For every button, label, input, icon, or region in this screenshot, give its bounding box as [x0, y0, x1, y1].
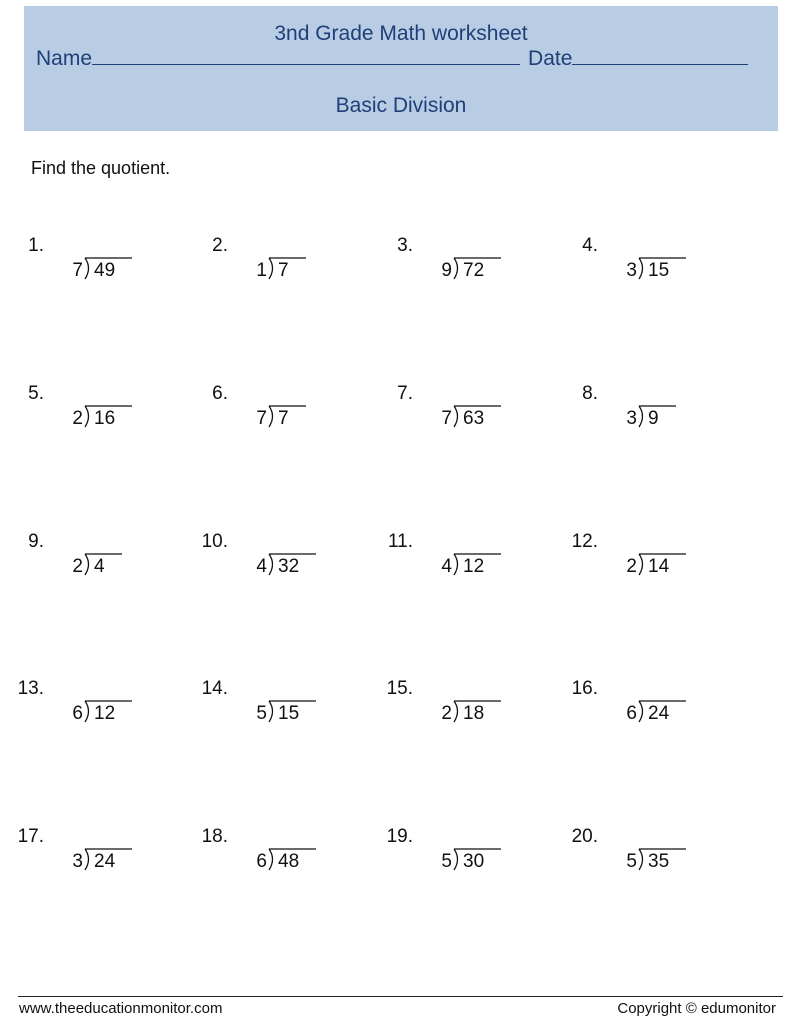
footer-divider — [18, 996, 783, 997]
problem-number: 3. — [397, 235, 413, 256]
instruction-text: Find the quotient. — [31, 158, 171, 178]
problem-number: 4. — [582, 235, 598, 256]
dividend: 7 — [278, 408, 289, 429]
divisor: 3 — [72, 851, 83, 872]
dividend: 72 — [463, 260, 485, 281]
problem-number: 9. — [28, 531, 44, 552]
division-problem — [196, 678, 346, 738]
division-problem — [12, 531, 162, 591]
divisor: 6 — [256, 851, 267, 872]
division-problem — [566, 678, 716, 738]
worksheet-title: 3nd Grade Math worksheet — [274, 22, 528, 45]
divisor: 6 — [626, 703, 637, 724]
division-problem — [566, 826, 716, 886]
problem-number: 18. — [201, 826, 228, 847]
problem-number: 11. — [387, 531, 413, 552]
divisor: 2 — [72, 408, 83, 429]
divisor: 3 — [626, 260, 637, 281]
problem-number: 1. — [28, 235, 44, 256]
divisor: 2 — [72, 556, 83, 577]
problem-number: 19. — [386, 826, 413, 847]
problem-number: 5. — [28, 383, 44, 404]
problem-number: 20. — [571, 826, 598, 847]
problem-number: 15. — [386, 678, 413, 699]
problem-number: 7. — [397, 383, 413, 404]
division-problem — [381, 826, 531, 886]
division-problem — [381, 235, 531, 295]
name-label: Name — [36, 47, 93, 70]
divisor: 2 — [626, 556, 637, 577]
dividend: 4 — [94, 556, 105, 577]
division-problem — [12, 383, 162, 443]
divisor: 7 — [256, 408, 267, 429]
divisor: 7 — [72, 260, 83, 281]
problem-number: 2. — [212, 235, 228, 256]
divisor: 9 — [441, 260, 452, 281]
problem-number: 8. — [582, 383, 598, 404]
division-problem — [381, 383, 531, 443]
dividend: 12 — [94, 703, 116, 724]
division-problem — [566, 531, 716, 591]
footer-website: www.theeducationmonitor.com — [19, 1000, 223, 1017]
divisor: 4 — [256, 556, 267, 577]
division-problem — [566, 383, 716, 443]
problem-number: 13. — [17, 678, 44, 699]
problem-number: 17. — [17, 826, 44, 847]
dividend: 24 — [94, 851, 116, 872]
division-problem — [12, 826, 162, 886]
dividend: 15 — [648, 260, 670, 281]
division-problem — [196, 235, 346, 295]
divisor: 7 — [441, 408, 452, 429]
division-problem — [12, 235, 162, 295]
division-problem — [381, 531, 531, 591]
problem-number: 16. — [571, 678, 598, 699]
dividend: 30 — [463, 851, 485, 872]
dividend: 14 — [648, 556, 670, 577]
divisor: 3 — [626, 408, 637, 429]
division-problem — [196, 383, 346, 443]
division-problem — [196, 826, 346, 886]
division-problem — [196, 531, 346, 591]
dividend: 16 — [94, 408, 116, 429]
division-problem — [566, 235, 716, 295]
dividend: 15 — [278, 703, 300, 724]
dividend: 32 — [278, 556, 300, 577]
date-label: Date — [528, 47, 573, 70]
dividend: 9 — [648, 408, 659, 429]
problem-number: 12. — [571, 531, 598, 552]
divisor: 5 — [256, 703, 267, 724]
divisor: 4 — [441, 556, 452, 577]
worksheet-subtitle: Basic Division — [335, 94, 467, 117]
problem-number: 10. — [201, 531, 228, 552]
dividend: 24 — [648, 703, 670, 724]
footer-copyright: Copyright © edumonitor — [617, 1000, 776, 1017]
problem-number: 14. — [201, 678, 228, 699]
dividend: 12 — [463, 556, 485, 577]
divisor: 6 — [72, 703, 83, 724]
dividend: 7 — [278, 260, 289, 281]
divisor: 1 — [256, 260, 267, 281]
division-problem — [381, 678, 531, 738]
problem-number: 6. — [212, 383, 228, 404]
divisor: 5 — [441, 851, 452, 872]
dividend: 48 — [278, 851, 300, 872]
division-problem — [12, 678, 162, 738]
dividend: 18 — [463, 703, 485, 724]
divisor: 2 — [441, 703, 452, 724]
divisor: 5 — [626, 851, 637, 872]
dividend: 63 — [463, 408, 485, 429]
dividend: 35 — [648, 851, 670, 872]
dividend: 49 — [94, 260, 116, 281]
